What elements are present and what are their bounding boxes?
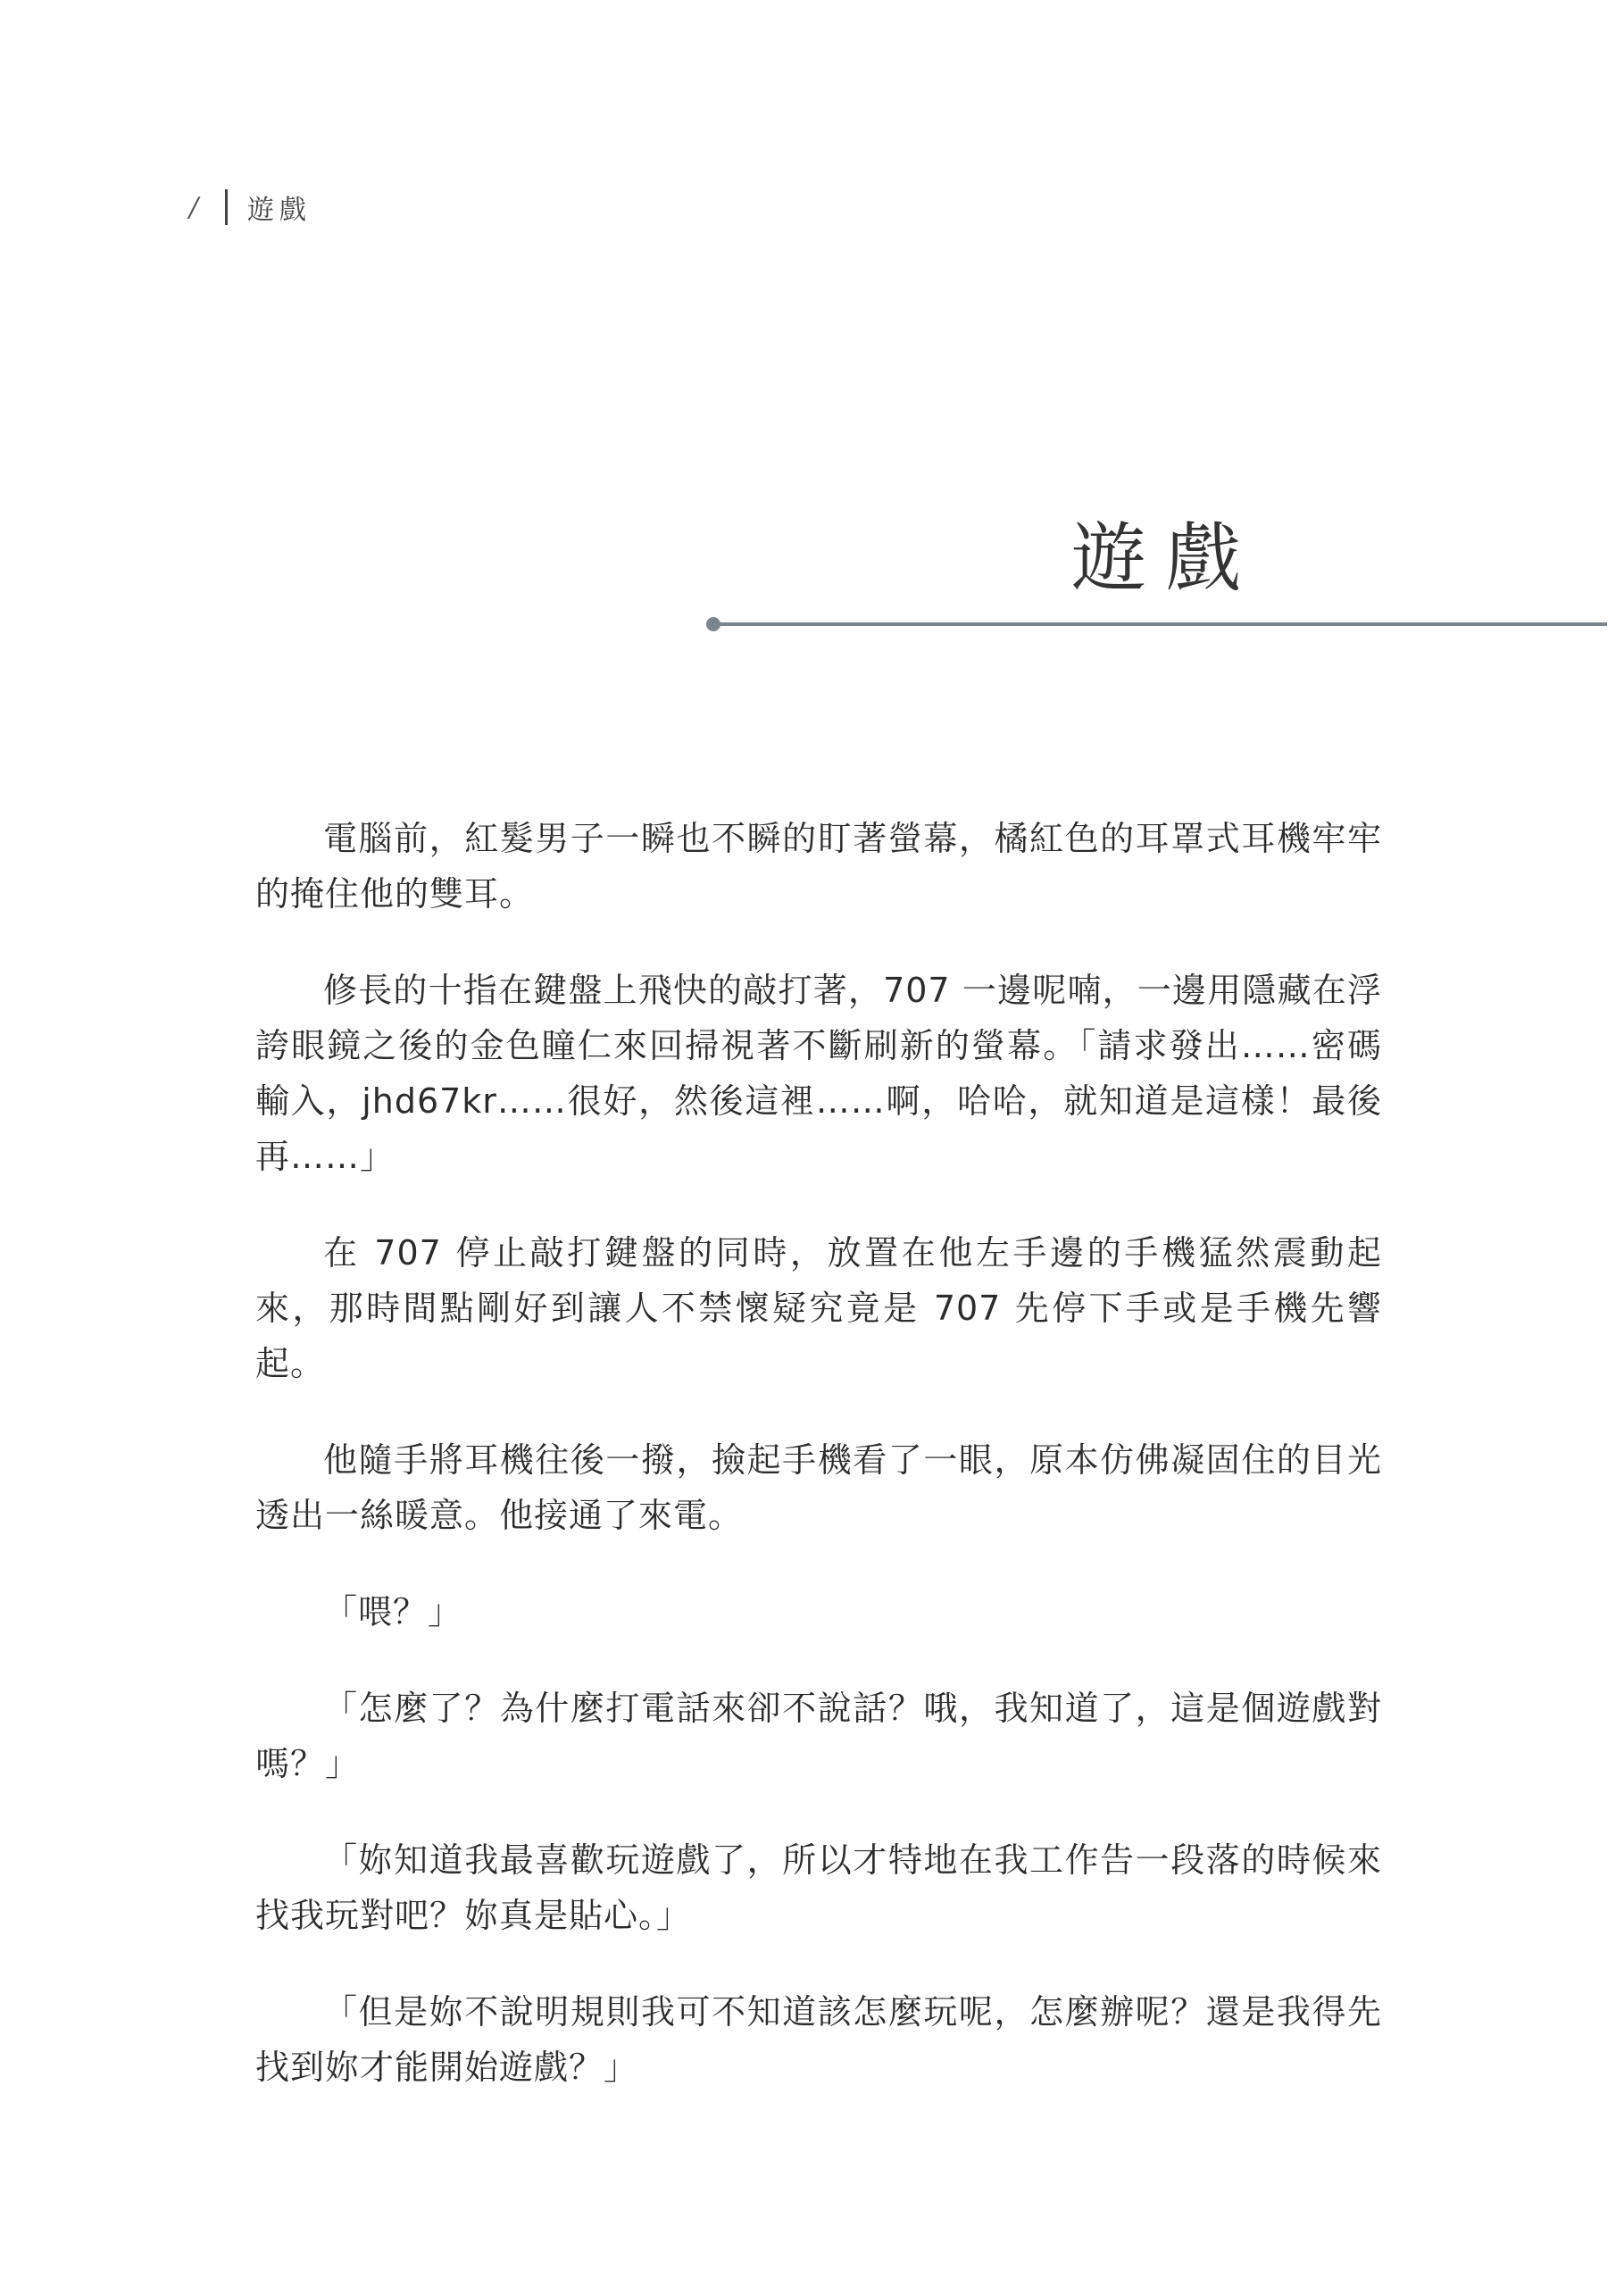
running-header (189, 188, 312, 227)
paragraph: 修長的十指在鍵盤上飛快的敲打著，707 一邊呢喃，一邊用隱藏在浮誇眼鏡之後的金色瞳仁來回掃視著不斷刷新的螢幕。「請求發出……密碼輸入，jhd67kr……很好，然後這裡……啊，哈哈，就知道是這樣！最後再……」 (255, 971, 1382, 1176)
paragraph: 「怎麼了？為什麼打電話來卻不說話？哦，我知道了，這是個遊戲對嗎？」 (255, 1689, 1382, 1783)
paragraph: 電腦前，紅髮男子一瞬也不瞬的盯著螢幕，橘紅色的耳罩式耳機牢牢的掩住他的雙耳。 (255, 819, 1382, 914)
paragraph: 他隨手將耳機往後一撥，撿起手機看了一眼，原本仿佛凝固住的目光透出一絲暖意。他接通了來電。 (255, 1440, 1382, 1535)
paragraph: 在 707 停止敲打鍵盤的同時，放置在他左手邊的手機猛然震動起來，那時間點剛好到讓人不禁懷疑究竟是 707 先停下手或是手機先響起。 (255, 1233, 1382, 1383)
chapter-title: 遊戲 (1071, 514, 1262, 602)
page-number: / (189, 191, 199, 223)
header-divider (225, 189, 228, 225)
chapter-rule (714, 622, 1607, 626)
body-text (255, 811, 1382, 2136)
paragraph: 「但是妳不說明規則我可不知道該怎麼玩呢，怎麼辦呢？還是我得先找到妳才能開始遊戲？」 (255, 1992, 1382, 2087)
running-title: 遊戲 (247, 195, 312, 226)
paragraph: 「妳知道我最喜歡玩遊戲了，所以才特地在我工作告一段落的時候來找我玩對吧？妳真是貼心。」 (255, 1840, 1382, 1935)
paragraph: 「喂？」 (323, 1592, 463, 1631)
